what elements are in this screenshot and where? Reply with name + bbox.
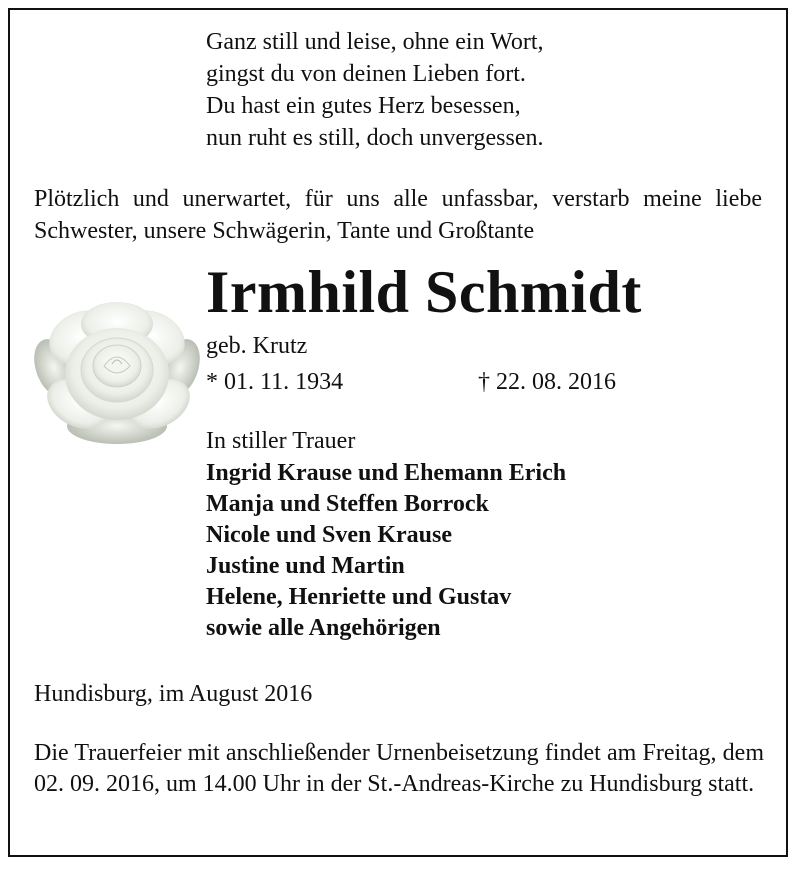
memorial-poem xyxy=(206,26,544,154)
death-date: † 22. 08. 2016 xyxy=(478,369,616,395)
list-item: Justine und Martin xyxy=(206,553,405,579)
place-date: Hundisburg, im August 2016 xyxy=(34,681,313,707)
list-item: sowie alle Angehörigen xyxy=(206,615,441,641)
deceased-name: Irmhild Schmidt xyxy=(206,259,642,325)
poem-line: Ganz still und leise, ohne ein Wort, xyxy=(206,29,544,55)
poem-line: Du hast ein gutes Herz besessen, xyxy=(206,93,521,119)
announcement-text: Plötzlich und unerwartet, für uns alle unfassbar, verstarb meine liebe Schwester, unsere Schwägerin, Tante und Großtante xyxy=(34,186,762,244)
birth-date: * 01. 11. 1934 xyxy=(206,369,344,395)
white-rose-icon xyxy=(32,296,202,446)
service-details: Die Trauerfeier mit anschließender Urnenbeisetzung findet am Freitag, dem 02. 09. 2016, um 14.00 Uhr in der St.-Andreas-Kirche zu Hundisburg statt. xyxy=(34,740,764,797)
list-item: Nicole und Sven Krause xyxy=(206,522,453,548)
mourning-label: In stiller Trauer xyxy=(206,428,356,454)
family-list xyxy=(206,458,566,644)
list-item: Manja und Steffen Borrock xyxy=(206,491,489,517)
list-item: Ingrid Krause und Ehemann Erich xyxy=(206,460,567,486)
list-item: Helene, Henriette und Gustav xyxy=(206,584,512,610)
birth-name: geb. Krutz xyxy=(206,333,308,359)
poem-line: nun ruht es still, doch unvergessen. xyxy=(206,125,544,151)
poem-line: gingst du von deinen Lieben fort. xyxy=(206,61,526,87)
